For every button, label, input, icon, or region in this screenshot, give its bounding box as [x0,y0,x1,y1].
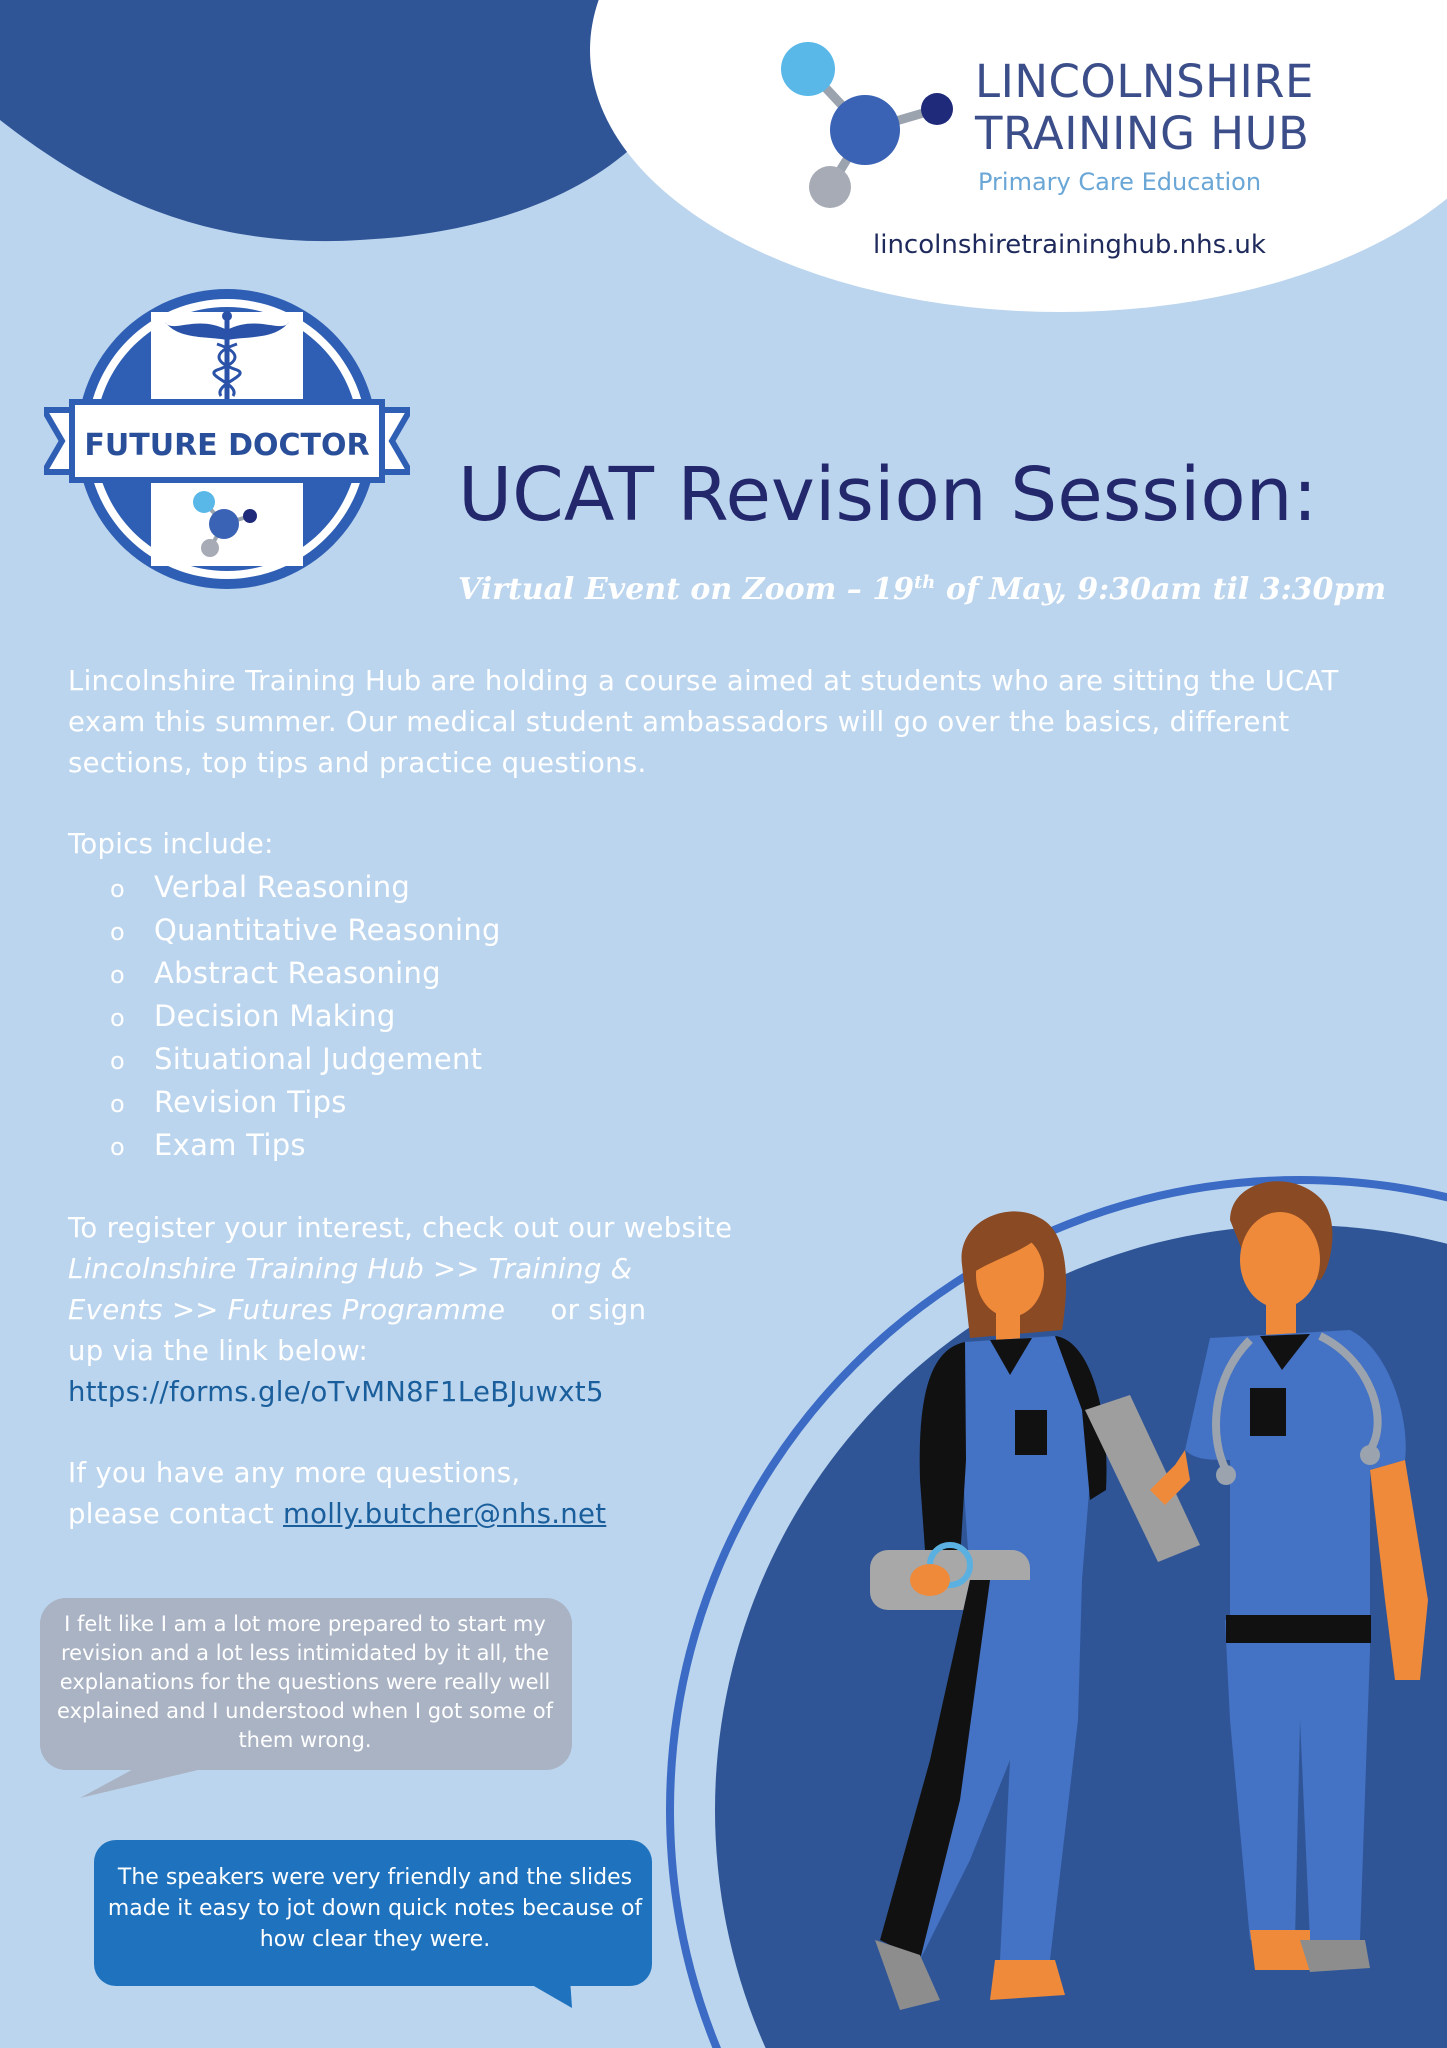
subtitle-time: of May, 9:30am til 3:30pm [935,572,1387,607]
contact-email-link[interactable]: molly.butcher@nhs.net [283,1498,607,1530]
register-path-line1: Lincolnshire Training Hub >> Training & [68,1253,633,1285]
register-form-link[interactable]: https://forms.gle/oTvMN8F1LeBJuwxt5 [68,1376,604,1408]
male-doctor-figure [1150,1181,1428,1972]
badge-text: FUTURE DOCTOR [84,428,370,463]
bullet-icon: o [110,1004,125,1032]
list-item: o Exam Tips [110,1124,501,1167]
testimonial-quote-2: The speakers were very friendly and the slides made it easy to jot down quick notes because of how clear they were. [107,1865,643,1952]
molecule-icon [770,35,960,220]
list-item: o Revision Tips [110,1081,501,1124]
bullet-icon: o [110,961,125,989]
bullet-icon: o [110,918,125,946]
topics-list [110,866,501,1167]
register-path-line2: Events >> Futures Programme [68,1294,506,1326]
list-item: o Quantitative Reasoning [110,909,501,952]
subtitle-sup: th [913,572,936,593]
list-item: o Abstract Reasoning [110,952,501,995]
list-item: o Decision Making [110,995,501,1038]
intro-paragraph: Lincolnshire Training Hub are holding a course aimed at students who are sitting the UCAT exam this summer. Our medical student ambassadors will go over the basics, different sections, top tips and practice questions. [68,665,1339,779]
register-line3: up via the link below: [68,1335,369,1367]
brand-url[interactable]: lincolnshiretraininghub.nhs.uk [873,230,1266,260]
event-subtitle [458,572,1386,607]
register-or-sign: or sign [550,1294,647,1326]
brand-line2: TRAINING HUB [975,107,1310,160]
future-doctor-badge [44,284,410,594]
bullet-icon: o [110,1090,125,1118]
female-doctor-figure [870,1211,1200,2010]
register-line1: To register your interest, check out our website [68,1212,733,1244]
contact-paragraph [68,1453,606,1535]
bullet-icon: o [110,875,125,903]
brand-name [975,56,1314,160]
bullet-icon: o [110,1047,125,1075]
list-item: o Situational Judgement [110,1038,501,1081]
brand-line1: LINCOLNSHIRE [975,55,1314,108]
contact-prefix: please contact [68,1498,284,1530]
testimonial-quote-1: I felt like I am a lot more prepared to start my revision and a lot less intimidated by it all, the explanations for the questions were really well explained and I understood when I got some of them wrong. [57,1612,553,1752]
list-item: o Verbal Reasoning [110,866,501,909]
topics-heading: Topics include: [68,828,274,860]
brand-tagline: Primary Care Education [978,168,1262,196]
page-title: UCAT Revision Session: [458,452,1318,538]
medical-staff-illustration [670,1160,1447,2048]
contact-line1: If you have any more questions, [68,1457,521,1489]
bullet-icon: o [110,1133,125,1161]
subtitle-date: Virtual Event on Zoom – 19 [458,572,914,607]
